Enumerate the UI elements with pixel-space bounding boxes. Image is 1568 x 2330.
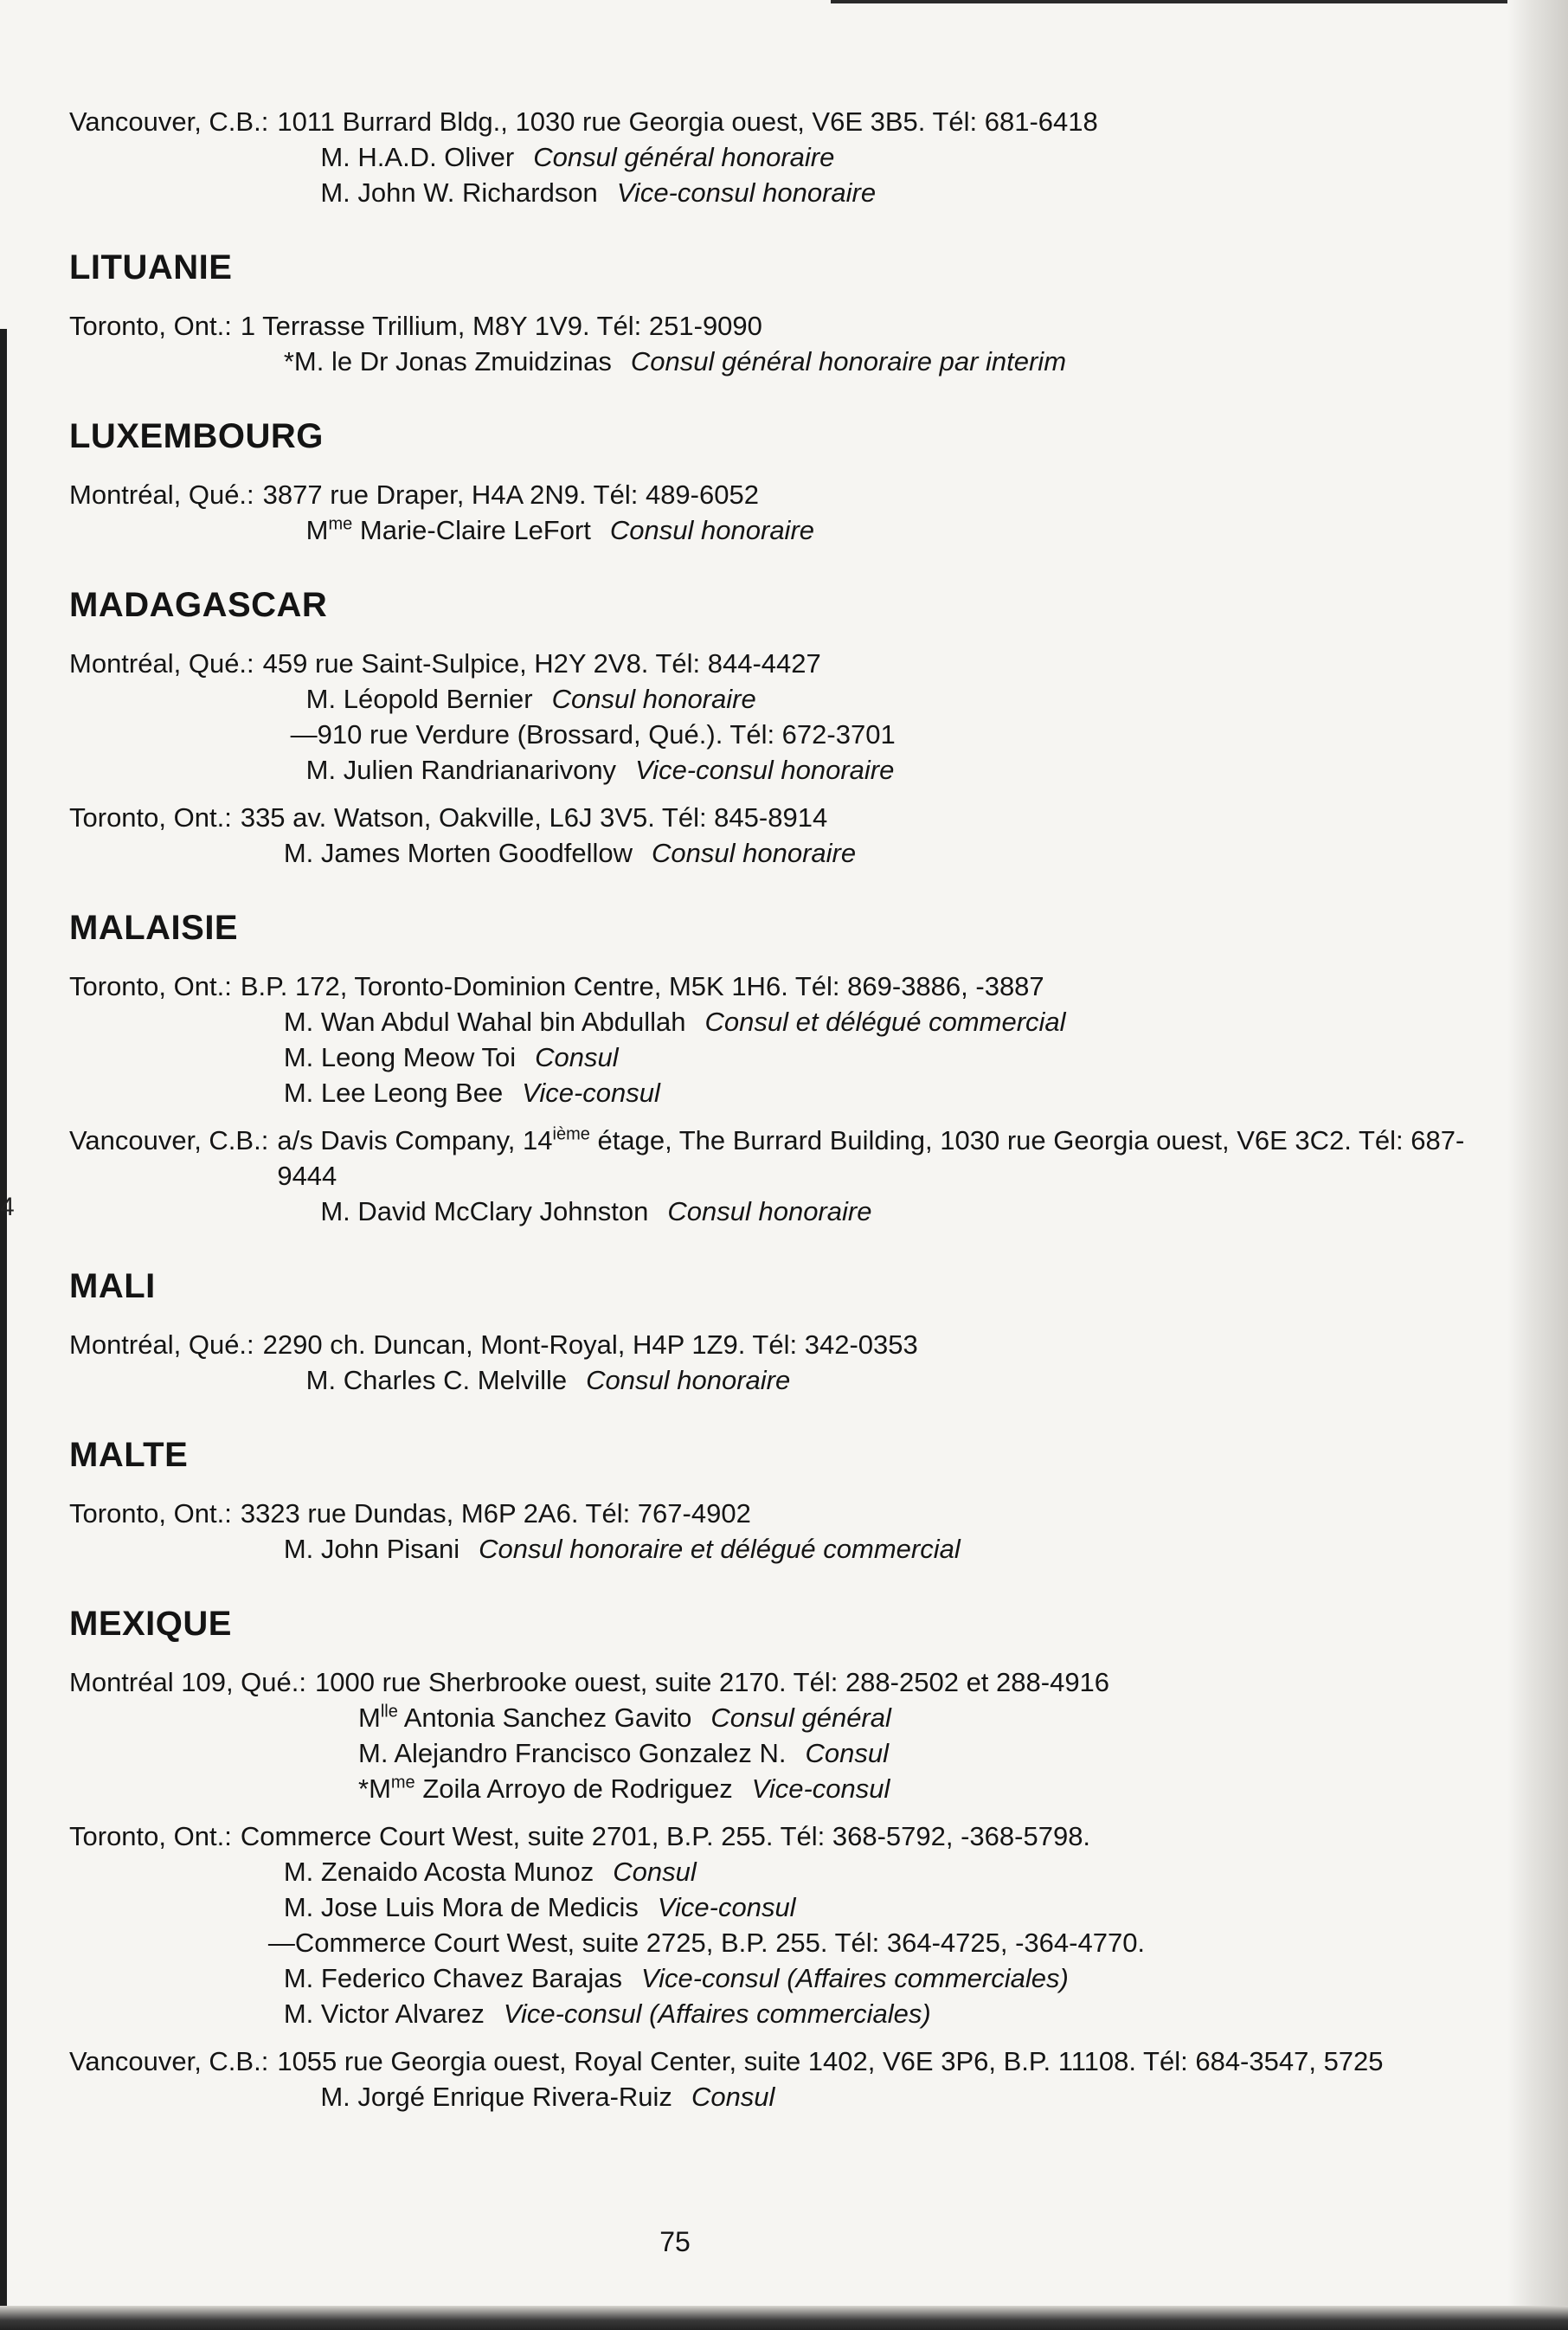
address-text: Commerce Court West, suite 2701, B.P. 255. Tél: 368-5792, -368-5798. [240, 1821, 1091, 1851]
consul-name [306, 515, 591, 545]
consul-entry [241, 1960, 1488, 1996]
consul-entry [263, 752, 1488, 788]
consul-entry [315, 1771, 1488, 1806]
consul-entry [241, 1889, 1488, 1925]
city-label: Vancouver, C.B.: [69, 1125, 269, 1155]
honorific: M [358, 1702, 381, 1733]
person-name: Jorgé Enrique Rivera-Ruiz [357, 2082, 672, 2112]
bottom-page-edge [0, 2306, 1568, 2330]
post-details [241, 969, 1488, 1110]
country-section [69, 1267, 1488, 1398]
consul-entry [241, 1996, 1488, 2031]
consul-title: Consul honoraire [652, 838, 857, 868]
consul-title: Consul général honoraire [533, 142, 835, 172]
consul-entry [263, 512, 1488, 548]
consul-name [320, 142, 514, 172]
margin-note: 4 [0, 1193, 15, 1221]
country-heading: MALTE [69, 1436, 189, 1474]
city-label: Toronto, Ont.: [69, 971, 232, 1001]
consul-title: Consul honoraire [667, 1196, 872, 1226]
consul-title: Consul [691, 2082, 775, 2112]
consul-name [284, 1999, 485, 2029]
person-name: H.A.D. Oliver [357, 142, 515, 172]
consul-entry [241, 1039, 1488, 1075]
consul-entry [277, 1194, 1488, 1229]
country-heading: MALI [69, 1267, 156, 1305]
post-details [241, 1818, 1488, 2031]
address-text: 1000 rue Sherbrooke ouest, suite 2170. Tél: 288-2502 et 288-4916 [315, 1667, 1110, 1697]
consul-name [284, 1042, 516, 1072]
post-details [263, 646, 1488, 788]
person-name: Charles C. Melville [343, 1365, 568, 1395]
consul-entry [241, 1004, 1488, 1039]
consul-name [284, 346, 612, 377]
honorific: M. [320, 1196, 350, 1226]
right-page-edge [1507, 0, 1568, 2330]
honorific: *M. [283, 346, 325, 377]
office-address [263, 1327, 1488, 1362]
office-address [263, 477, 1488, 512]
city-label: Montréal, Qué.: [69, 1329, 254, 1360]
person-name: Julien Randrianarivony [343, 755, 617, 785]
consul-entry [277, 175, 1488, 210]
person-name: Lee Leong Bee [320, 1078, 504, 1108]
city-label: Toronto, Ont.: [69, 802, 232, 833]
country-section [69, 417, 1488, 548]
consul-entry [263, 681, 1488, 717]
consul-title: Consul général honoraire par interim [630, 346, 1067, 377]
country-section [69, 1605, 1488, 2114]
office-address [241, 969, 1488, 1004]
consul-title: Consul honoraire [551, 684, 756, 714]
post-details [315, 1664, 1488, 1806]
consul-name [320, 177, 597, 208]
consular-post [69, 800, 1488, 871]
address-text: B.P. 172, Toronto-Dominion Centre, M5K 1H6. Tél: 869-3886, -3887 [240, 971, 1044, 1001]
consular-post [69, 1123, 1488, 1229]
person-name: Federico Chavez Barajas [320, 1963, 622, 1993]
consul-entry [241, 835, 1488, 871]
secondary-address: —910 rue Verdure (Brossard, Qué.). Tél: 672-3701 [290, 719, 896, 750]
person-name: David McClary Johnston [357, 1196, 649, 1226]
consul-name [358, 1702, 691, 1733]
post-details [263, 1327, 1488, 1398]
consul-name [306, 755, 616, 785]
honorific: M. [305, 755, 337, 785]
consul-title: Vice-consul honoraire [635, 755, 895, 785]
honorific: M. [283, 1999, 314, 2029]
honorific: M. [283, 1892, 314, 1922]
page-number: 75 [659, 2226, 691, 2257]
consul-entry [241, 1075, 1488, 1110]
consul-entry [241, 344, 1488, 379]
person-name: le Dr Jonas Zmuidzinas [331, 346, 612, 377]
country-section [69, 248, 1488, 379]
consul-name [284, 1892, 639, 1922]
person-name: Marie-Claire LeFort [359, 515, 591, 545]
person-name: Jose Luis Mora de Medicis [320, 1892, 639, 1922]
office-address [241, 1496, 1488, 1531]
address-text: a/s Davis Company, 14 [277, 1125, 553, 1155]
honorific: M. [283, 1007, 314, 1037]
person-name: Léopold Bernier [343, 684, 533, 714]
consul-title: Vice-consul (Affaires commerciales) [503, 1999, 931, 2029]
country-heading: MADAGASCAR [69, 586, 328, 624]
person-name: John Pisani [320, 1534, 460, 1564]
address-text: 3323 rue Dundas, M6P 2A6. Tél: 767-4902 [240, 1498, 751, 1529]
consul-title: Consul [535, 1042, 619, 1072]
consul-title: Vice-consul [522, 1078, 660, 1108]
honorific: M. [283, 1042, 314, 1072]
address-superscript: ième [552, 1124, 590, 1144]
honorific: *M [358, 1773, 391, 1804]
office-address [277, 2044, 1488, 2079]
country-section [69, 586, 1488, 871]
post-details [277, 104, 1488, 210]
consul-entry [241, 1531, 1488, 1567]
office-address [263, 646, 1488, 681]
honorific: M. [305, 684, 337, 714]
consular-post [69, 308, 1488, 379]
consular-post [69, 969, 1488, 1110]
honorific-superscript: lle [380, 1702, 398, 1722]
honorific: M. [320, 177, 350, 208]
country-section [69, 104, 1488, 210]
post-details [277, 1123, 1488, 1229]
honorific: M. [283, 1078, 314, 1108]
office-address [241, 308, 1488, 344]
consul-title: Consul honoraire [586, 1365, 791, 1395]
country-heading: LITUANIE [69, 248, 233, 286]
address-text: 2290 ch. Duncan, Mont-Royal, H4P 1Z9. Tél: 342-0353 [262, 1329, 918, 1360]
address-text-continued: étage, The Burrard Building, 1030 rue Georgia ouest, V6E 3C2. Tél: 687-9444 [277, 1125, 1465, 1191]
consul-title: Consul général [710, 1702, 891, 1733]
city-label: Toronto, Ont.: [69, 311, 232, 341]
honorific: M. [283, 1857, 314, 1887]
city-label: Vancouver, C.B.: [69, 106, 269, 137]
consul-entry [263, 1362, 1488, 1398]
consular-post [69, 1818, 1488, 2031]
post-details [241, 1496, 1488, 1567]
consul-name [284, 1963, 622, 1993]
person-name: James Morten Goodfellow [320, 838, 633, 868]
consul-title: Vice-consul [657, 1892, 796, 1922]
honorific-superscript: me [390, 1773, 415, 1793]
country-heading: MEXIQUE [69, 1605, 232, 1643]
consul-name [306, 684, 533, 714]
person-name: Zoila Arroyo de Rodriguez [422, 1773, 733, 1804]
post-details [241, 800, 1488, 871]
country-section [69, 1436, 1488, 1567]
consular-post [69, 1327, 1488, 1398]
person-name: Victor Alvarez [320, 1999, 485, 2029]
consular-post [69, 477, 1488, 548]
honorific: M. [305, 1365, 337, 1395]
person-name: John W. Richardson [357, 177, 598, 208]
consular-post [69, 104, 1488, 210]
address-text: 459 rue Saint-Sulpice, H2Y 2V8. Tél: 844-4427 [262, 648, 821, 679]
address-text: 1 Terrasse Trillium, M8Y 1V9. Tél: 251-9090 [240, 311, 762, 341]
country-heading: LUXEMBOURG [69, 417, 324, 455]
country-heading: MALAISIE [69, 909, 239, 947]
person-name: Zenaido Acosta Munoz [320, 1857, 594, 1887]
consul-entry [277, 139, 1488, 175]
consul-title: Consul honoraire [609, 515, 815, 545]
address-text: 1055 rue Georgia ouest, Royal Center, suite 1402, V6E 3P6, B.P. 11108. Tél: 684-3547, 5725 [277, 2046, 1384, 2076]
person-name: Antonia Sanchez Gavito [403, 1702, 692, 1733]
consul-title: Consul et délégué commercial [704, 1007, 1066, 1037]
post-details [263, 477, 1488, 548]
honorific: M. [283, 1963, 314, 1993]
consular-post [69, 1496, 1488, 1567]
city-label: Toronto, Ont.: [69, 1498, 232, 1529]
office-address [241, 1818, 1488, 1854]
top-rule [831, 0, 1540, 3]
consul-name [284, 1534, 459, 1564]
office-address [315, 1664, 1488, 1700]
consul-name [284, 1007, 686, 1037]
consul-entry [241, 1854, 1488, 1889]
consul-title: Vice-consul honoraire [616, 177, 877, 208]
honorific: M [305, 515, 329, 545]
consul-title: Vice-consul [751, 1773, 890, 1804]
person-name: Leong Meow Toi [320, 1042, 517, 1072]
honorific: M. [320, 142, 350, 172]
city-label: Montréal 109, Qué.: [69, 1667, 306, 1697]
post-details [241, 308, 1488, 379]
honorific: M. [283, 1534, 314, 1564]
left-page-edge [0, 329, 7, 2320]
consul-name [320, 2082, 672, 2112]
person-name: Alejandro Francisco Gonzalez N. [394, 1738, 787, 1768]
consular-post [69, 2044, 1488, 2114]
office-address [277, 1123, 1488, 1194]
city-label: Vancouver, C.B.: [69, 2046, 269, 2076]
consul-name [320, 1196, 648, 1226]
address-text: 3877 rue Draper, H4A 2N9. Tél: 489-6052 [262, 480, 759, 510]
consul-title: Consul [613, 1857, 697, 1887]
person-name: Wan Abdul Wahal bin Abdullah [320, 1007, 686, 1037]
consul-name [358, 1738, 787, 1768]
address-text: 335 av. Watson, Oakville, L6J 3V5. Tél: 845-8914 [240, 802, 828, 833]
consul-entry [315, 1735, 1488, 1771]
consul-name [358, 1773, 733, 1804]
consul-name [284, 1857, 594, 1887]
consul-title: Vice-consul (Affaires commerciales) [640, 1963, 1069, 1993]
consular-post [69, 646, 1488, 788]
consul-entry [315, 1700, 1488, 1735]
city-label: Montréal, Qué.: [69, 648, 254, 679]
honorific: M. [320, 2082, 350, 2112]
directory-content [69, 104, 1488, 2127]
honorific: M. [283, 838, 314, 868]
office-address [277, 104, 1488, 139]
city-label: Montréal, Qué.: [69, 480, 254, 510]
secondary-address: —Commerce Court West, suite 2725, B.P. 255. Tél: 364-4725, -364-4770. [267, 1928, 1146, 1958]
honorific-superscript: me [328, 514, 353, 534]
post-details [277, 2044, 1488, 2114]
consul-title: Consul [805, 1738, 889, 1768]
consular-post [69, 1664, 1488, 1806]
consul-name [284, 1078, 503, 1108]
consul-title: Consul honoraire et délégué commercial [479, 1534, 961, 1564]
country-section [69, 909, 1488, 1229]
consul-name [284, 838, 633, 868]
consul-entry [277, 2079, 1488, 2114]
address-text: 1011 Burrard Bldg., 1030 rue Georgia ouest, V6E 3B5. Tél: 681-6418 [277, 106, 1098, 137]
consul-name [306, 1365, 567, 1395]
honorific: M. [358, 1738, 389, 1768]
city-label: Toronto, Ont.: [69, 1821, 232, 1851]
office-address [241, 800, 1488, 835]
